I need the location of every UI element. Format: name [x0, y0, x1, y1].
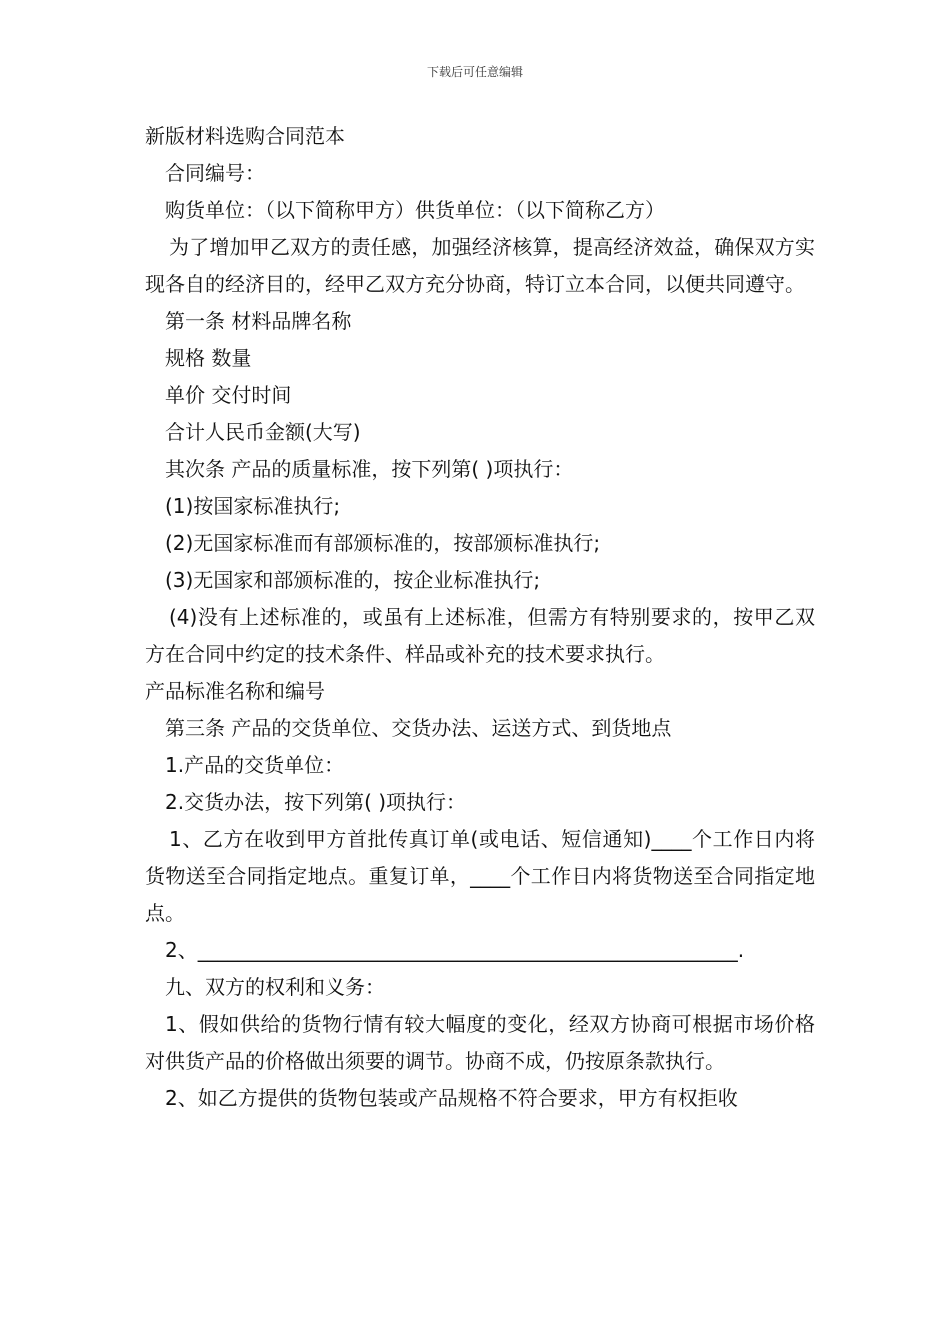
article-two-heading: 其次条 产品的质量标准，按下列第( )项执行： — [165, 457, 574, 481]
delivery-clause-1: 1、乙方在收到甲方首批传真订单(或电话、短信通知)____个工作日内将货物送至合同指定地点。重复订单，____个工作日内将货物送至合同指定地点。 — [145, 827, 815, 925]
price-delivery-line: 单价 交付时间 — [165, 383, 292, 407]
contract-number-line: 合同编号： — [165, 161, 265, 185]
article-one-heading: 第一条 材料品牌名称 — [165, 309, 352, 333]
delivery-method-line: 2.交货办法，按下列第( )项执行： — [165, 790, 467, 814]
document-body — [145, 118, 815, 1117]
page-header-note: 下载后可任意编辑 — [426, 65, 523, 79]
quality-item-3: (3)无国家和部颁标准的，按企业标准执行; — [165, 568, 541, 592]
delivery-clause-2: 2、______________________________________________________. — [165, 938, 745, 962]
article-three-heading: 第三条 产品的交货单位、交货办法、运送方式、到货地点 — [165, 716, 672, 740]
rights-clause-1: 1、假如供给的货物行情有较大幅度的变化，经双方协商可根据市场价格对供货产品的价格做出须要的调节。协商不成，仍按原条款执行。 — [145, 1012, 815, 1073]
spec-quantity-line: 规格 数量 — [165, 346, 252, 370]
delivery-unit-line: 1.产品的交货单位： — [165, 753, 345, 777]
document-title: 新版材料选购合同范本 — [145, 124, 345, 148]
total-amount-line: 合计人民币金额(大写) — [165, 420, 361, 444]
standard-name-line: 产品标准名称和编号 — [145, 679, 325, 703]
preamble-paragraph: 为了增加甲乙双方的责任感，加强经济核算，提高经济效益，确保双方实现各自的经济目的，经甲乙双方充分协商，特订立本合同，以便共同遵守。 — [145, 235, 815, 296]
quality-item-1: (1)按国家标准执行; — [165, 494, 341, 518]
quality-item-4: (4)没有上述标准的，或虽有上述标准，但需方有特别要求的，按甲乙双方在合同中约定的技术条件、样品或补充的技术要求执行。 — [145, 605, 815, 666]
parties-line: 购货单位：（以下简称甲方）供货单位：（以下简称乙方） — [165, 198, 665, 222]
article-nine-heading: 九、双方的权利和义务： — [165, 975, 385, 999]
rights-clause-2: 2、如乙方提供的货物包装或产品规格不符合要求，甲方有权拒收 — [165, 1086, 738, 1110]
quality-item-2: (2)无国家标准而有部颁标准的，按部颁标准执行; — [165, 531, 601, 555]
